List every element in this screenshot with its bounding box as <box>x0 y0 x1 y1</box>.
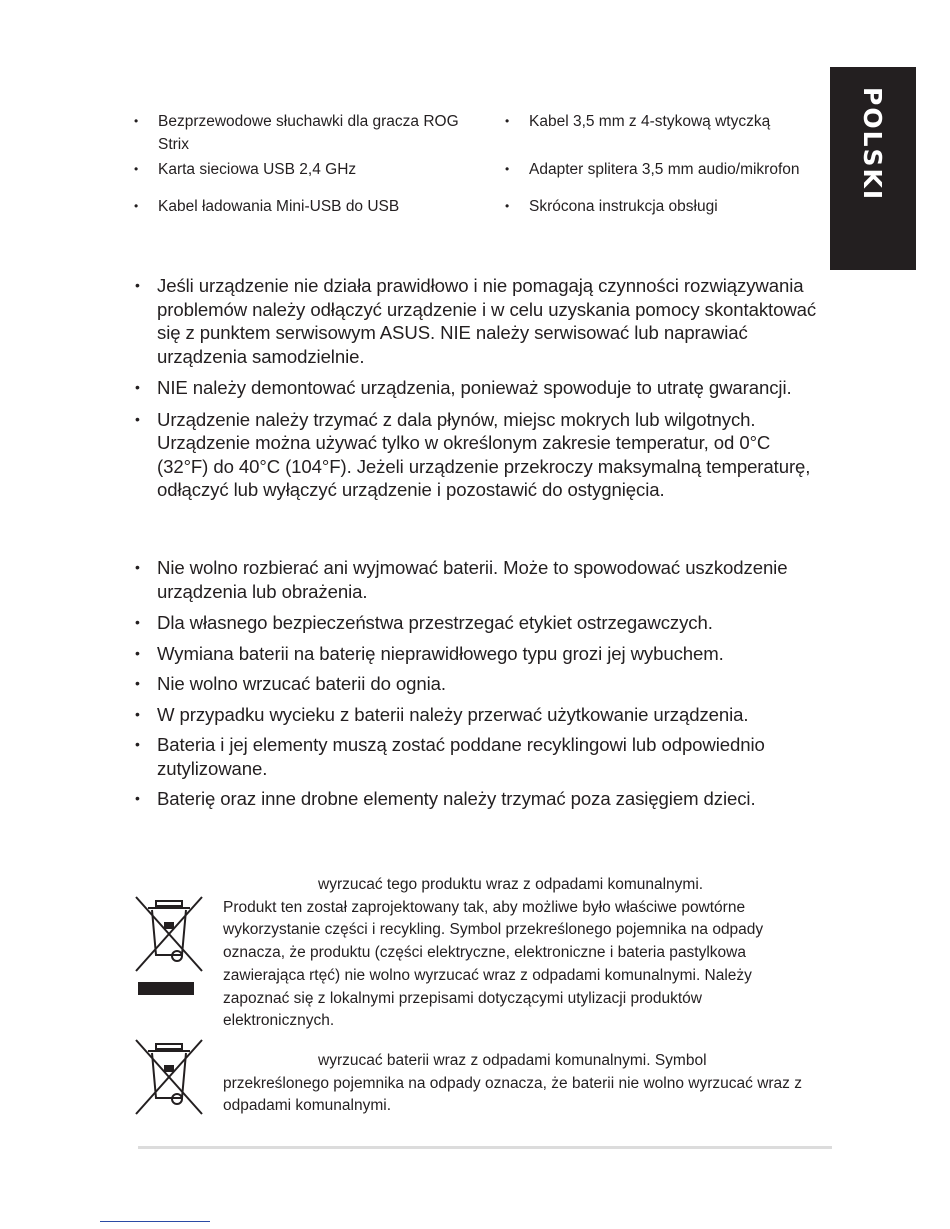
list-item: • Nie wolno rozbierać ani wyjmować baterii. Może to spowodować uszkodzenie urządzenia lub obrażenia. <box>135 556 825 603</box>
black-bar-mark <box>138 982 194 995</box>
battery-recycling-first-line: wyrzucać baterii wraz z odpadami komunalnymi. Symbol <box>318 1052 707 1069</box>
package-contents-right <box>505 110 835 218</box>
language-tab <box>830 67 916 270</box>
product-recycling-text <box>223 874 813 1033</box>
battery-safety-list <box>135 556 825 811</box>
list-item: • Nie wolno wrzucać baterii do ognia. <box>135 672 825 696</box>
list-item: • Kabel 3,5 mm z 4-stykową wtyczką <box>505 110 835 133</box>
battery-recycling-text <box>223 1050 813 1118</box>
crossed-battery-bin-icon <box>134 1038 204 1116</box>
list-item: • Kabel ładowania Mini-USB do USB <box>134 195 464 218</box>
list-item: • Dla własnego bezpieczeństwa przestrzegać etykiet ostrzegawczych. <box>135 611 825 635</box>
list-item: • Baterię oraz inne drobne elementy należy trzymać poza zasięgiem dzieci. <box>135 787 825 811</box>
list-item: • Urządzenie należy trzymać z dala płynów, miejsc mokrych lub wilgotnych. Urządzenie można używać tylko w określonym zakresie temperatur, od 0°C (32°F) do 40°C (104°F). Jeżeli urządzenie przekroczy maksymalną temperaturę, odłączyć lub wyłączyć urządzenie i pozostawić do ostygnięcia. <box>135 408 820 502</box>
battery-recycling-rest: przekreślonego pojemnika na odpady oznacza, że baterii nie wolno wyrzucać wraz z odpadami komunalnymi. <box>223 1074 802 1115</box>
list-item: • W przypadku wycieku z baterii należy przerwać użytkowanie urządzenia. <box>135 703 825 727</box>
package-contents-left <box>134 110 464 218</box>
safety-list <box>135 274 820 502</box>
language-tab-label: POLSKI <box>858 87 887 202</box>
crossed-bin-icon <box>134 895 204 973</box>
list-item: • Bezprzewodowe słuchawki dla gracza ROG Strix <box>134 110 464 156</box>
list-item: • Karta sieciowa USB 2,4 GHz <box>134 158 464 181</box>
list-item: • Wymiana baterii na baterię nieprawidłowego typu grozi jej wybuchem. <box>135 642 825 666</box>
list-item: • Skrócona instrukcja obsługi <box>505 195 835 218</box>
list-item: • NIE należy demontować urządzenia, ponieważ spowoduje to utratę gwarancji. <box>135 376 820 400</box>
footer-divider <box>138 1146 832 1149</box>
list-item: • Bateria i jej elementy muszą zostać poddane recyklingowi lub odpowiednio zutylizowane. <box>135 733 825 780</box>
list-item: • Adapter splitera 3,5 mm audio/mikrofon <box>505 158 835 181</box>
product-recycling-first-line: wyrzucać tego produktu wraz z odpadami komunalnymi. <box>318 876 704 893</box>
footer-link-underline <box>100 1221 210 1222</box>
product-recycling-rest: Produkt ten został zaprojektowany tak, aby możliwe było właściwe powtórne wykorzystanie części i recykling. Symbol przekreślonego pojemnika na odpady oznacza, że produktu (części elektryczne, elektroniczne i bateria pastylkowa zawierająca rtęć) nie wolno wyrzucać wraz z odpadami komunalnymi. Należy zapoznać się z lokalnymi przepisami dotyczącymi utylizacji produktów elektronicznych. <box>223 898 764 1030</box>
list-item: • Jeśli urządzenie nie działa prawidłowo i nie pomagają czynności rozwiązywania problemów należy odłączyć urządzenie i w celu uzyskania pomocy skontaktować się z punktem serwisowym ASUS. NIE należy serwisować lub naprawiać urządzenia samodzielnie. <box>135 274 820 368</box>
